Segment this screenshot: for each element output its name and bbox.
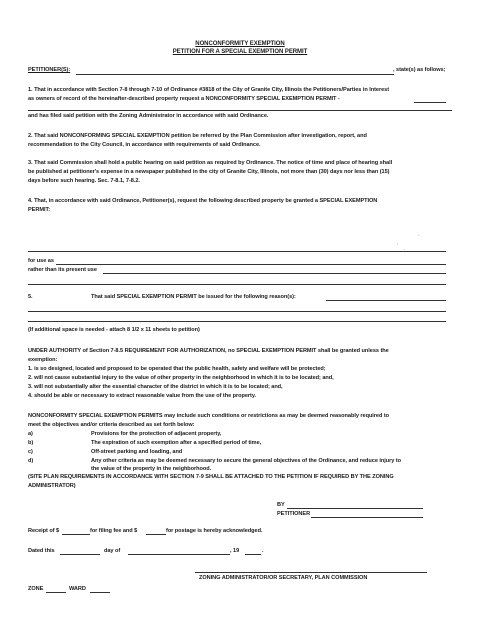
condition-text: Provisions for the protection of adjacent property, [91, 431, 222, 437]
authority-line2: exemption: [28, 357, 58, 363]
authority-line1: UNDER AUTHORITY of Section 7-8.5 REQUIREMENT FOR AUTHORIZATION, no SPECIAL EXEMPTION PERMIT shall be granted unless the [28, 348, 389, 354]
condition-text: The expiration of such exemption after a specified period of time, [91, 440, 262, 446]
condition-letter: d) [28, 458, 34, 464]
present-use-extra-line[interactable] [28, 284, 446, 285]
condition-text: Any other criteria as may be deemed necessary to secure the general objectives of the Ordinance, and reduce injury to [91, 458, 401, 464]
conditions-line2: meet the objectives and/or criteria described as set forth below: [28, 422, 195, 428]
filing-fee-label: for filing fee and $ [90, 528, 138, 534]
para3-line2: be published at petitioner's expense in a newspaper published in the city of Granite City, Illinois, not more than (30) days nor less than (15) [28, 169, 390, 175]
property-description-line[interactable] [28, 251, 446, 252]
by-label: BY [277, 502, 285, 508]
stray-mark: ' [418, 234, 421, 240]
petitioner-suffix: , state(s) as follows; [393, 67, 446, 73]
petitioner-label: PETITIONER(S): [28, 67, 71, 73]
petitioner-name-field[interactable] [76, 74, 394, 75]
petitioner-printed-name-field[interactable] [311, 517, 423, 518]
site-plan-line2: ADMINISTRATOR) [28, 483, 76, 489]
para4-line1: 4. That, in accordance with said Ordinance, Petitioner(s), request the following described property be granted a SPECIAL EXEMPTION [28, 198, 378, 204]
document-subtitle: PETITION FOR A SPECIAL EXEMPTION PERMIT [172, 49, 308, 55]
receipt-label: Receipt of $ [28, 528, 60, 534]
authority-item: 3. will not substantially alter the essential character of the district in which it is to be located; and, [28, 384, 283, 390]
for-use-field[interactable] [56, 264, 446, 265]
authority-item: 4. should be able or necessary to extract reasonable value from the use of the property. [28, 393, 257, 399]
zone-label: ZONE [28, 586, 44, 592]
site-plan-line1: (SITE PLAN REQUIREMENTS IN ACCORDANCE WITH SECTION 7-9 SHALL BE ATTACHED TO THE PETITION IF REQUIRED BY THE ZONING [28, 474, 394, 480]
permit-type-field[interactable] [414, 102, 446, 103]
conditions-line1: NONCONFORMITY SPECIAL EXEMPTION PERMITS may include such conditions or restrictions as may be deemed reasonably required to [28, 413, 390, 419]
para1-line2: as owners of record of the hereinafter-described property request a NONCONFORMITY SPECIAL EXEMPTION PERMIT - [28, 96, 340, 102]
para1-blank-line[interactable] [28, 110, 452, 111]
filing-fee-amount-field[interactable] [62, 534, 90, 535]
for-use-label: for use as [28, 258, 54, 264]
para2-line2: recommendation to the City Council, in accordance with requirements of said Ordinance. [28, 142, 261, 148]
day-of-label: day of [104, 548, 121, 554]
condition-letter: a) [28, 431, 33, 437]
signature-field[interactable] [287, 508, 423, 509]
administrator-label: ZONING ADMINISTRATOR/OR SECRETARY, PLAN COMMISSION [199, 575, 368, 581]
reason-field-1[interactable] [326, 300, 446, 301]
month-field[interactable] [128, 554, 230, 555]
condition-text: Off-street parking and loading, and [91, 449, 183, 455]
authority-item: 2. will not cause substantial injury to the value of other property in the neighborhood in which it is to be located; and, [28, 375, 334, 381]
para4-line2: PERMIT: [28, 207, 51, 213]
document-title: NONCONFORMITY EXEMPTION [195, 41, 285, 47]
condition-d-continuation: the value of the property in the neighborhood. [91, 466, 212, 472]
condition-letter: b) [28, 440, 34, 446]
present-use-label: rather than its present use [28, 267, 97, 273]
year-field[interactable] [245, 554, 261, 555]
postage-amount-field[interactable] [146, 534, 166, 535]
zone-field[interactable] [46, 592, 66, 593]
para5-note: (If additional space is needed - attach 8 1/2 x 11 sheets to petition) [28, 327, 200, 333]
condition-letter: c) [28, 449, 33, 455]
dated-this-label: Dated this [28, 548, 55, 554]
stray-mark: · [402, 246, 408, 254]
para3-line1: 3. That said Commission shall hold a public hearing on said petition as required by Ordinance. The notice of time and place of hearing shall [28, 160, 393, 166]
ward-label: WARD [69, 586, 86, 592]
para5-text: That said SPECIAL EXEMPTION PERMIT be issued for the following reason(s): [91, 294, 296, 300]
reason-field-2[interactable] [28, 311, 446, 312]
postage-label: for postage is hereby acknowledged. [166, 528, 263, 534]
para5-number: 5. [28, 294, 33, 300]
para3-line3: days before such hearing. Sec. 7-8.1, 7-8.2. [28, 178, 140, 184]
para1-line3: and has filed said petition with the Zoning Administrator in accordance with said Ordinance. [28, 113, 269, 119]
authority-item: 1. is so designed, located and proposed to be operated that the public health, safety and welfare will be protected; [28, 366, 326, 372]
ward-field[interactable] [90, 592, 110, 593]
day-field[interactable] [60, 554, 100, 555]
present-use-field[interactable] [103, 273, 446, 274]
dated-end: . [262, 548, 264, 554]
administrator-signature-field[interactable] [195, 572, 427, 573]
para2-line1: 2. That said NONCONFORMING SPECIAL EXEMPTION petition be referred by the Plan Commission after investigation, report, and [28, 133, 367, 139]
stray-mark: , [394, 240, 399, 246]
petitioner-signature-label: PETITIONER [277, 511, 311, 517]
year-label: , 19 [230, 548, 240, 554]
reason-field-3[interactable] [28, 321, 446, 322]
para1-line1: 1. That in accordance with Section 7-8 through 7-10 of Ordinance #3818 of the City of Granite City, Illinois the Petitioners/Parties in Interest [28, 87, 390, 93]
